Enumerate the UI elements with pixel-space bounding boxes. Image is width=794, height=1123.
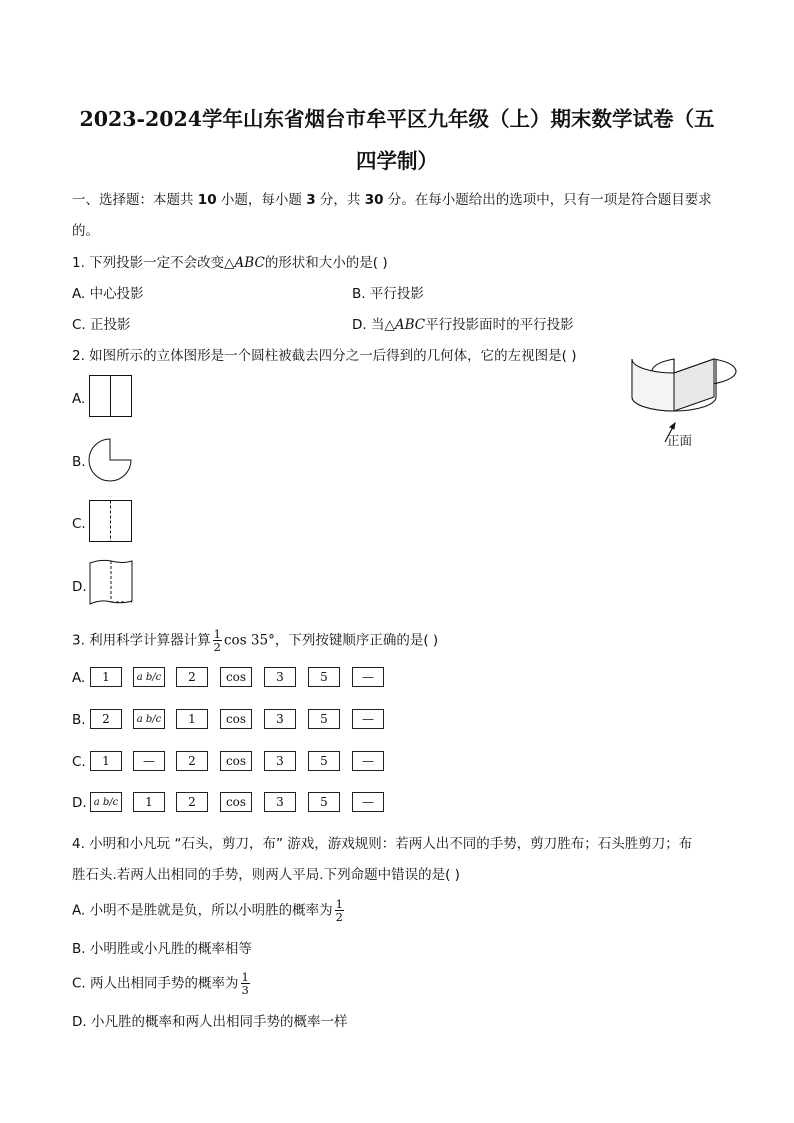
q3-option-c-label[interactable]: C. <box>72 754 86 770</box>
calc-key-a-4[interactable]: cos <box>220 667 252 687</box>
calc-key-a-7[interactable]: — <box>352 667 384 687</box>
calc-key-c-1[interactable]: 1 <box>90 751 122 771</box>
calc-key-d-7[interactable]: — <box>352 792 384 812</box>
calc-key-c-4[interactable]: cos <box>220 751 252 771</box>
q1-option-c[interactable]: C. 正投影 <box>72 317 131 333</box>
calc-key-c-6[interactable]: 5 <box>308 751 340 771</box>
calc-key-d-2[interactable]: 1 <box>133 792 165 812</box>
q3-fraction: $\frac{1}{2}$ <box>213 627 221 654</box>
calc-key-a-6[interactable]: 5 <box>308 667 340 687</box>
q4-stem-line-1: 4. 小明和小凡玩 “石头，剪刀，布” 游戏，游戏规则：若两人出不同的手势，剪刀胜布；石头胜剪刀；布 <box>72 836 693 852</box>
calc-key-b-5[interactable]: 3 <box>264 709 296 729</box>
q4-option-a[interactable]: A. 小明不是胜就是负，所以小明胜的概率为 $\frac{1}{2}$ <box>72 897 343 924</box>
calc-key-c-3[interactable]: 2 <box>176 751 208 771</box>
section-1-header: 一、选择题：本题共 10 小题，每小题 3 分，共 30 分。在每小题给出的选项中，只有一项是符合题目要求 <box>72 192 712 208</box>
section-1-header-cont: 的。 <box>72 223 99 239</box>
q2-option-d-label[interactable]: D. <box>72 579 87 595</box>
calc-key-d-1[interactable]: a b/c <box>90 792 122 812</box>
q3-option-d-label[interactable]: D. <box>72 795 87 811</box>
calc-key-c-2[interactable]: — <box>133 751 165 771</box>
q1-option-b[interactable]: B. 平行投影 <box>352 286 424 302</box>
title-line-1: 2023-2024学年山东省烟台市牟平区九年级（上）期末数学试卷（五 <box>79 107 715 131</box>
q1-option-a[interactable]: A. 中心投影 <box>72 286 144 302</box>
q1-option-d[interactable]: D. 当△ABC平行投影面时的平行投影 <box>352 317 574 333</box>
q2-option-a-label[interactable]: A. <box>72 391 86 407</box>
q4-stem-line-2: 胜石头.若两人出相同的手势，则两人平局.下列命题中错误的是( ) <box>72 867 460 883</box>
calc-key-a-5[interactable]: 3 <box>264 667 296 687</box>
q4-a-fraction: $\frac{1}{2}$ <box>335 897 343 924</box>
q4-option-b[interactable]: B. 小明胜或小凡胜的概率相等 <box>72 941 252 957</box>
calc-key-b-3[interactable]: 1 <box>176 709 208 729</box>
calc-key-b-6[interactable]: 5 <box>308 709 340 729</box>
calc-key-b-1[interactable]: 2 <box>90 709 122 729</box>
q4-option-c[interactable]: C. 两人出相同手势的概率为 $\frac{1}{3}$ <box>72 970 249 997</box>
calc-key-c-5[interactable]: 3 <box>264 751 296 771</box>
q4-c-fraction: $\frac{1}{3}$ <box>241 970 249 997</box>
calc-key-a-2[interactable]: a b/c <box>133 667 165 687</box>
calc-key-d-4[interactable]: cos <box>220 792 252 812</box>
calc-key-b-2[interactable]: a b/c <box>133 709 165 729</box>
q2-option-d-curved[interactable] <box>89 558 135 608</box>
q2-option-a-rect-solid[interactable] <box>89 375 133 417</box>
calc-key-d-6[interactable]: 5 <box>308 792 340 812</box>
calc-key-c-7[interactable]: — <box>352 751 384 771</box>
q2-option-c-label[interactable]: C. <box>72 516 86 532</box>
q4-option-d[interactable]: D. 小凡胜的概率和两人出相同手势的概率一样 <box>72 1014 348 1030</box>
q3-stem: 3. 利用科学计算器计算 $\frac{1}{2}$ cos 35°，下列按键顺序正确的是( ) <box>72 627 439 654</box>
q1-stem: 1. 下列投影一定不会改变△ABC的形状和大小的是( ) <box>72 255 388 271</box>
calc-key-a-3[interactable]: 2 <box>176 667 208 687</box>
calc-key-b-4[interactable]: cos <box>220 709 252 729</box>
calc-key-d-5[interactable]: 3 <box>264 792 296 812</box>
calc-key-d-3[interactable]: 2 <box>176 792 208 812</box>
exam-title <box>60 98 734 182</box>
q2-stem: 2. 如图所示的立体图形是一个圆柱被截去四分之一后得到的几何体，它的左视图是( ) <box>72 348 577 364</box>
q3-option-b-label[interactable]: B. <box>72 712 86 728</box>
calc-key-b-7[interactable]: — <box>352 709 384 729</box>
title-line-2: 四学制） <box>356 149 438 173</box>
q3-option-a-label[interactable]: A. <box>72 670 86 686</box>
calc-key-a-1[interactable]: 1 <box>90 667 122 687</box>
q2-option-b-label[interactable]: B. <box>72 454 86 470</box>
q2-option-b-sector[interactable] <box>89 439 133 483</box>
front-view-label: 正面 <box>667 433 693 448</box>
q2-option-c-rect-dashed[interactable] <box>89 500 133 542</box>
